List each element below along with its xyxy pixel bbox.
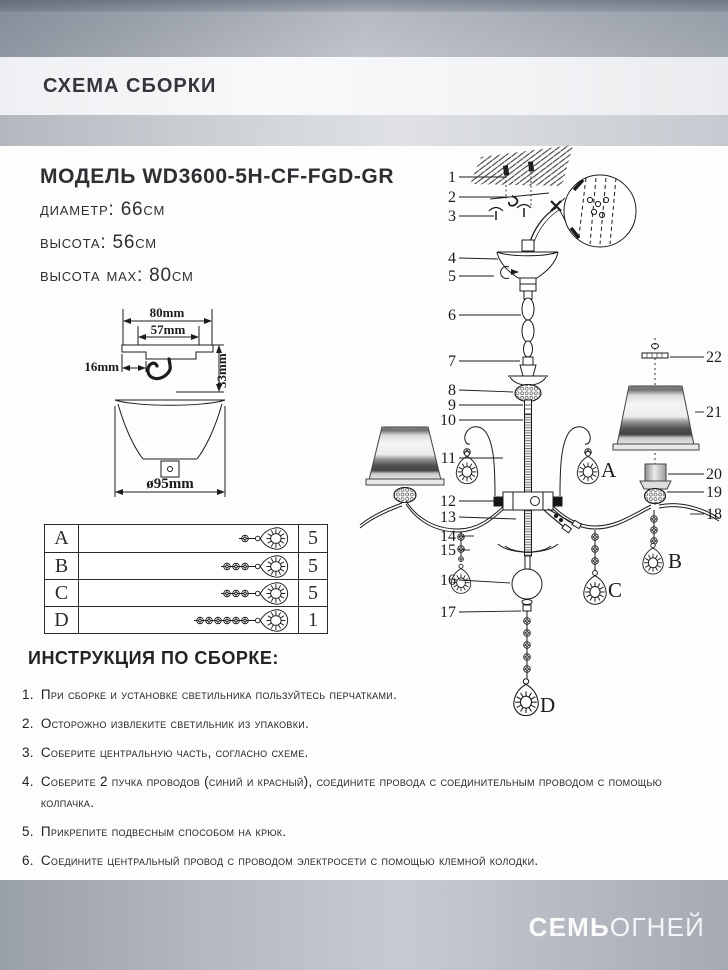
pendant-letter-c: C (608, 578, 623, 602)
instruction-number: 5. (22, 823, 34, 839)
parts-table (44, 524, 328, 634)
part-number-11: 11 (440, 450, 456, 467)
instructions (22, 648, 716, 879)
pendant-chain-icon (119, 525, 294, 552)
instruction-text: Соберите 2 пучка проводов (синий и красный), соедините провода с соединительным проводом с помощью колпачка. (40, 773, 663, 810)
lamp-socket (640, 464, 671, 489)
part-number-3: 3 (448, 208, 456, 225)
hanging-wire (529, 208, 556, 245)
part-number-7: 7 (448, 353, 456, 370)
brand-logo (529, 908, 705, 943)
assembly-diagram (414, 145, 728, 730)
screws (489, 205, 531, 221)
central-threaded-rod (525, 414, 532, 556)
part-number-21: 21 (706, 404, 722, 421)
part-pendant-icon (79, 606, 299, 633)
instruction-item (22, 685, 716, 706)
part-number-16: 16 (440, 572, 456, 589)
instruction-number: 2. (22, 715, 34, 731)
dim-95mm: ø95mm (146, 476, 194, 492)
wire-callout (551, 175, 636, 247)
part-number-10: 10 (440, 412, 456, 429)
instruction-text: Соберите центральную часть, согласно схеме. (40, 744, 309, 760)
instruction-number: 1. (22, 687, 34, 702)
model-spec-diameter: диаметр: 66см (40, 199, 166, 220)
pendant-letter-b: B (668, 549, 683, 573)
pendant-letter-a: A (601, 458, 617, 482)
mount-dimensions-drawing (78, 296, 242, 510)
pendant-chain-icon (119, 553, 294, 580)
part-pendant-icon (79, 579, 299, 606)
part-qty: 5 (308, 527, 318, 549)
part-number-5: 5 (448, 268, 456, 285)
instruction-item (22, 851, 716, 872)
central-hub (494, 492, 562, 510)
header (0, 57, 728, 115)
pendant-chain-icon (119, 607, 294, 634)
instruction-number: 4. (22, 773, 34, 789)
part-number-19: 19 (706, 484, 722, 501)
dim-57mm: 57mm (150, 322, 186, 337)
ceiling-hook (148, 359, 170, 379)
brand-bold: СЕМЬ (528, 911, 610, 942)
brand-light: ОГНЕЙ (609, 911, 705, 942)
part-letter: B (45, 552, 79, 579)
part-number-13: 13 (440, 509, 456, 526)
ceiling-hatch (470, 145, 573, 186)
part-number-6: 6 (448, 307, 456, 324)
lampshade-right (613, 386, 699, 450)
part-pendant-icon (79, 552, 299, 579)
part-letter: A (45, 525, 79, 552)
part-qty: 5 (299, 552, 327, 579)
bottom-finial (522, 600, 532, 612)
instructions-heading: ИНСТРУКЦИЯ ПО СБОРКЕ: (28, 648, 279, 668)
model-spec-height: высота: 56см (40, 232, 157, 253)
mounting-strap (490, 193, 549, 206)
part-number-2: 2 (448, 189, 456, 206)
dim-80mm: 80mm (149, 305, 185, 320)
model-name: МОДЕЛЬ WD3600-5H-CF-FGD-GR (40, 165, 395, 188)
header-divider-band (0, 115, 728, 146)
part-number-18: 18 (706, 506, 722, 523)
rod-coupler (525, 400, 532, 414)
shade-finial (642, 344, 668, 359)
ornate-ball-arm (645, 489, 666, 504)
instruction-item (22, 822, 716, 843)
part-qty: 1 (299, 606, 327, 633)
model-spec-height-max: высота max: 80см (40, 265, 194, 286)
footer (0, 880, 728, 970)
instruction-item (22, 714, 716, 735)
canopy (497, 240, 558, 291)
chain-links (522, 291, 534, 357)
part-number-8: 8 (448, 382, 456, 399)
part-qty: 5 (299, 579, 327, 606)
instruction-number: 3. (22, 744, 34, 760)
dim-33mm: 33mm (214, 353, 229, 388)
part-number-15: 15 (440, 542, 456, 559)
part-number-9: 9 (448, 397, 456, 414)
part-number-12: 12 (440, 493, 456, 510)
part-letter: D (45, 606, 79, 633)
pendant-letter-d: D (540, 693, 556, 717)
part-number-20: 20 (706, 466, 722, 483)
part-pendant-icon (79, 525, 299, 552)
part-letter: C (45, 579, 79, 606)
instruction-item (22, 772, 716, 814)
pendant-chain-icon (119, 580, 294, 607)
instruction-text: Осторожно извлеките светильник из упаковки. (40, 715, 310, 731)
instruction-number: 6. (22, 852, 34, 868)
instruction-text: Соедините центральный провод с проводом электросети с помощью клемной колодки. (40, 852, 539, 868)
instruction-text: При сборке и установке светильника пользуйтесь перчатками. (40, 687, 398, 702)
center-sphere (512, 569, 542, 599)
model-info (40, 160, 394, 292)
dim-16mm: 16mm (84, 359, 119, 374)
part-number-22: 22 (706, 349, 722, 366)
instruction-item (22, 743, 716, 764)
part-number-17: 17 (440, 604, 456, 621)
part-number-4: 4 (448, 250, 456, 267)
top-band (0, 0, 728, 57)
mount-drawing-lines (115, 309, 225, 497)
page-title: СХЕМА СБОРКИ (43, 74, 217, 97)
instruction-text: Прикрепите подвесным способом на крюк. (40, 823, 287, 839)
part-number-14: 14 (440, 528, 456, 545)
wire-bundles (544, 509, 581, 533)
part-number-1: 1 (448, 169, 456, 186)
